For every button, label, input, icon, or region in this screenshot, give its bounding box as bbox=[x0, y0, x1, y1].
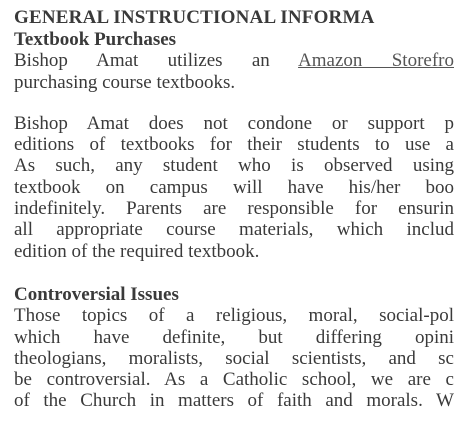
paragraph-line: be controversial. As a Catholic school, we are c bbox=[14, 369, 454, 391]
paragraph-line: Those topics of a religious, moral, social-pol bbox=[14, 305, 454, 327]
page-bottom-edge bbox=[0, 420, 427, 432]
paragraph-line bbox=[14, 50, 454, 71]
paragraph-gap bbox=[14, 262, 454, 284]
paragraph-line: of the Church in matters of faith and morals. W bbox=[14, 390, 454, 412]
paragraph-line: theologians, moralists, social scientists, and sc bbox=[14, 347, 454, 369]
amazon-storefront-link[interactable]: Amazon Storefro bbox=[298, 50, 454, 72]
paragraph-line: purchasing course textbooks. bbox=[14, 71, 236, 93]
document-page bbox=[14, 7, 454, 412]
heading-controversial-issues: Controversial Issues bbox=[14, 283, 179, 305]
paragraph-line: textbook on campus will have his/her boo bbox=[14, 176, 454, 198]
paragraph-line: which have definite, but differing opini bbox=[14, 326, 454, 348]
paragraph-text: Bishop Amat utilizes an bbox=[14, 50, 299, 72]
paragraph-line: all appropriate course materials, which includ bbox=[14, 219, 454, 241]
paragraph-line: Bishop Amat does not condone or support p bbox=[14, 112, 454, 134]
paragraph-line: As such, any student who is observed using bbox=[14, 155, 454, 177]
paragraph-gap bbox=[14, 93, 454, 113]
paragraph-line: edition of the required textbook. bbox=[14, 240, 260, 262]
heading-textbook-purchases: Textbook Purchases bbox=[14, 29, 177, 50]
paragraph-line: editions of textbooks for their students to use a bbox=[14, 134, 454, 156]
section-title: GENERAL INSTRUCTIONAL INFORMA bbox=[14, 7, 375, 28]
paragraph-line: indefinitely. Parents are responsible for ensurin bbox=[14, 198, 454, 220]
